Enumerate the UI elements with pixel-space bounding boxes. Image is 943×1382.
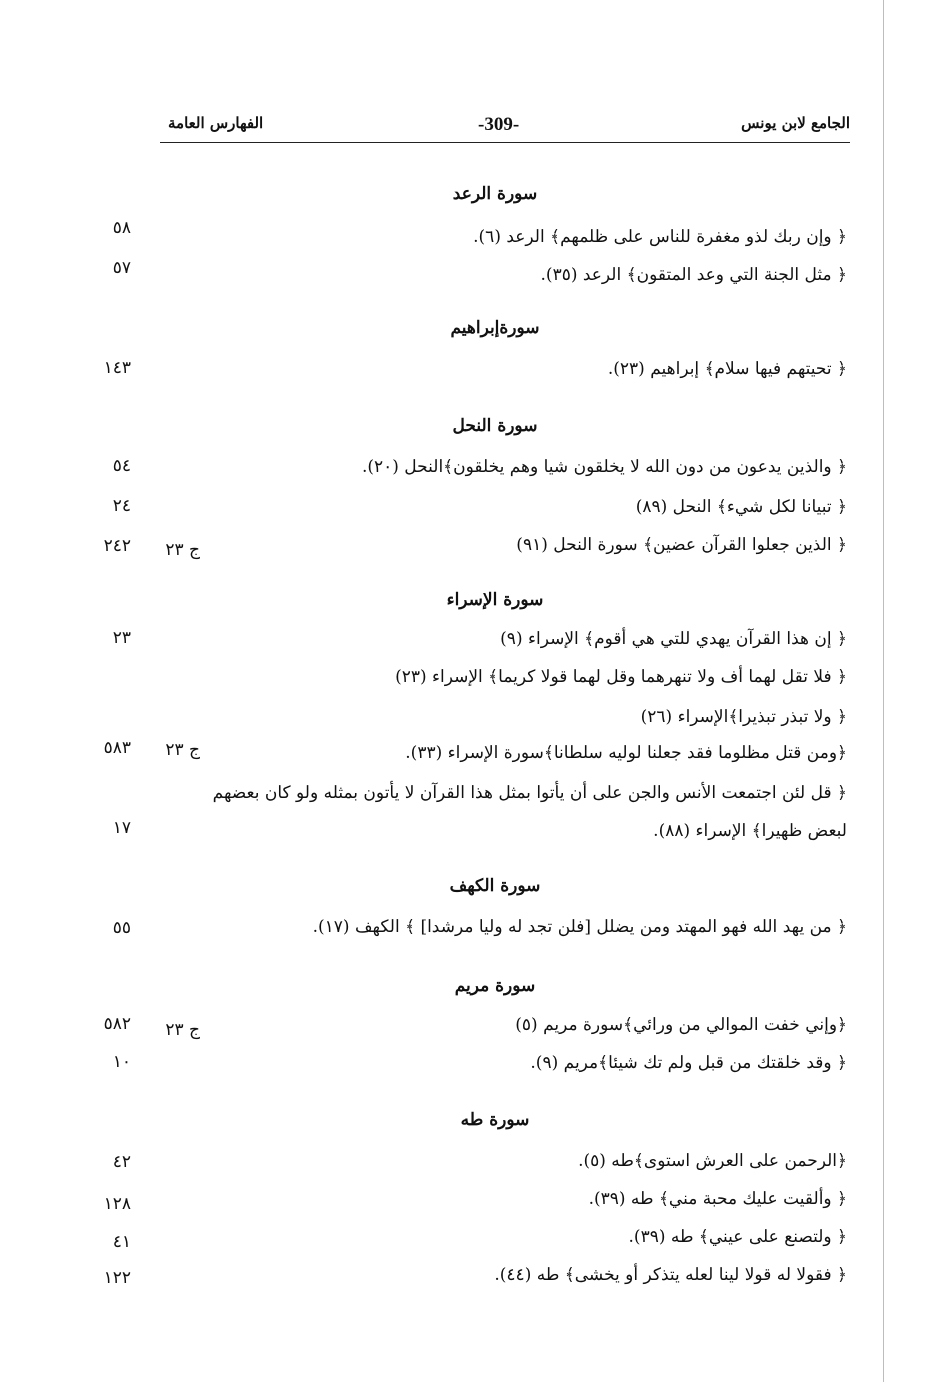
surah-heading: سورة الإسراء bbox=[446, 590, 544, 610]
verse-line: ﴿ مثل الجنة التي وعد المتقون﴾ الرعد (٣٥). bbox=[540, 265, 847, 285]
surah-heading: سورةإبراهيم bbox=[450, 318, 540, 338]
page-ref: ١٤٣ bbox=[103, 358, 131, 378]
page-number: -309- bbox=[478, 114, 520, 135]
surah-heading: سورة الكهف bbox=[449, 876, 541, 896]
page-ref: ١٢٢ bbox=[103, 1268, 131, 1288]
verse-line: ﴿الرحمن على العرش استوى﴾طه (٥). bbox=[578, 1151, 847, 1171]
verse-line: ﴿ ولا تبذر تبذيرا﴾الإسراء (٢٦) bbox=[640, 707, 847, 727]
page-ref: ٤١ bbox=[112, 1232, 131, 1252]
page-ref: ٥٨ bbox=[112, 218, 131, 238]
verse-line: ﴿ومن قتل مظلوما فقد جعلنا لوليه سلطانا﴾سورة الإسراء (٣٣). bbox=[405, 743, 847, 763]
verse-line: ﴿ ولتصنع على عيني﴾ طه (٣٩). bbox=[628, 1227, 847, 1247]
header-rule bbox=[160, 142, 850, 143]
volume-ref: ج ٢٣ bbox=[165, 740, 200, 760]
verse-line: ﴿ فلا تقل لهما أف ولا تنهرهما وقل لهما قولا كريما﴾ الإسراء (٢٣) bbox=[395, 667, 847, 687]
page-ref: ١٠ bbox=[112, 1052, 131, 1072]
verse-line: ﴿ تحيتهم فيها سلام﴾ إبراهيم (٢٣). bbox=[607, 359, 847, 379]
page-ref: ٥٨٢ bbox=[103, 1014, 131, 1034]
surah-heading: سورة طه bbox=[460, 1110, 530, 1130]
verse-line: ﴿ وإن ربك لذو مغفرة للناس على ظلمهم﴾ الرعد (٦). bbox=[473, 227, 847, 247]
verse-line: ﴿ وألقيت عليك محبة مني﴾ طه (٣٩). bbox=[588, 1189, 847, 1209]
verse-line: ﴿ فقولا له قولا لينا لعله يتذكر أو يخشى﴾ طه (٤٤). bbox=[494, 1265, 847, 1285]
verse-line: ﴿وإني خفت الموالي من ورائي﴾سورة مريم (٥) bbox=[515, 1015, 847, 1035]
page-edge-line bbox=[883, 0, 884, 1382]
verse-line: ﴿ قل لئن اجتمعت الأنس والجن على أن يأتوا بمثل هذا القرآن لا يأتون بمثله ولو كان بعضهم bbox=[212, 783, 847, 803]
volume-ref: ج ٢٣ bbox=[165, 540, 200, 560]
verse-line: لبعض ظهيرا﴾ الإسراء (٨٨). bbox=[653, 821, 847, 841]
page-ref: ٤٢ bbox=[112, 1152, 131, 1172]
page-ref: ٢٤ bbox=[112, 496, 131, 516]
verse-line: ﴿ إن هذا القرآن يهدي للتي هي أقوم﴾ الإسراء (٩) bbox=[500, 629, 847, 649]
surah-heading: سورة النحل bbox=[452, 416, 538, 436]
page-ref: ٢٣ bbox=[112, 628, 131, 648]
surah-heading: سورة الرعد bbox=[452, 184, 538, 204]
verse-line: ﴿ من يهد الله فهو المهتد ومن يضلل [فلن تجد له وليا مرشدا] ﴾ الكهف (١٧). bbox=[312, 917, 847, 937]
page-ref: ١٧ bbox=[112, 818, 131, 838]
page-ref: ٢٤٢ bbox=[103, 536, 131, 556]
section-title: الفهارس العامة bbox=[168, 114, 264, 132]
verse-line: ﴿ والذين يدعون من دون الله لا يخلقون شيا وهم يخلقون﴾النحل (٢٠). bbox=[361, 457, 847, 477]
page-header bbox=[160, 112, 850, 142]
page-ref: ١٢٨ bbox=[103, 1194, 131, 1214]
volume-ref: ج ٢٣ bbox=[165, 1020, 200, 1040]
verse-line: ﴿ تبيانا لكل شيء﴾ النحل (٨٩) bbox=[635, 497, 847, 517]
page-ref: ٥٨٣ bbox=[103, 738, 131, 758]
page-ref: ٥٧ bbox=[112, 258, 131, 278]
verse-line: ﴿ الذين جعلوا القرآن عضين﴾ سورة النحل (٩١) bbox=[516, 535, 847, 555]
page-ref: ٥٥ bbox=[112, 918, 131, 938]
book-title: الجامع لابن يونس bbox=[741, 114, 850, 132]
verse-line: ﴿ وقد خلقتك من قبل ولم تك شيئا﴾مريم (٩). bbox=[530, 1053, 847, 1073]
page-ref: ٥٤ bbox=[112, 456, 131, 476]
surah-heading: سورة مريم bbox=[454, 976, 536, 996]
